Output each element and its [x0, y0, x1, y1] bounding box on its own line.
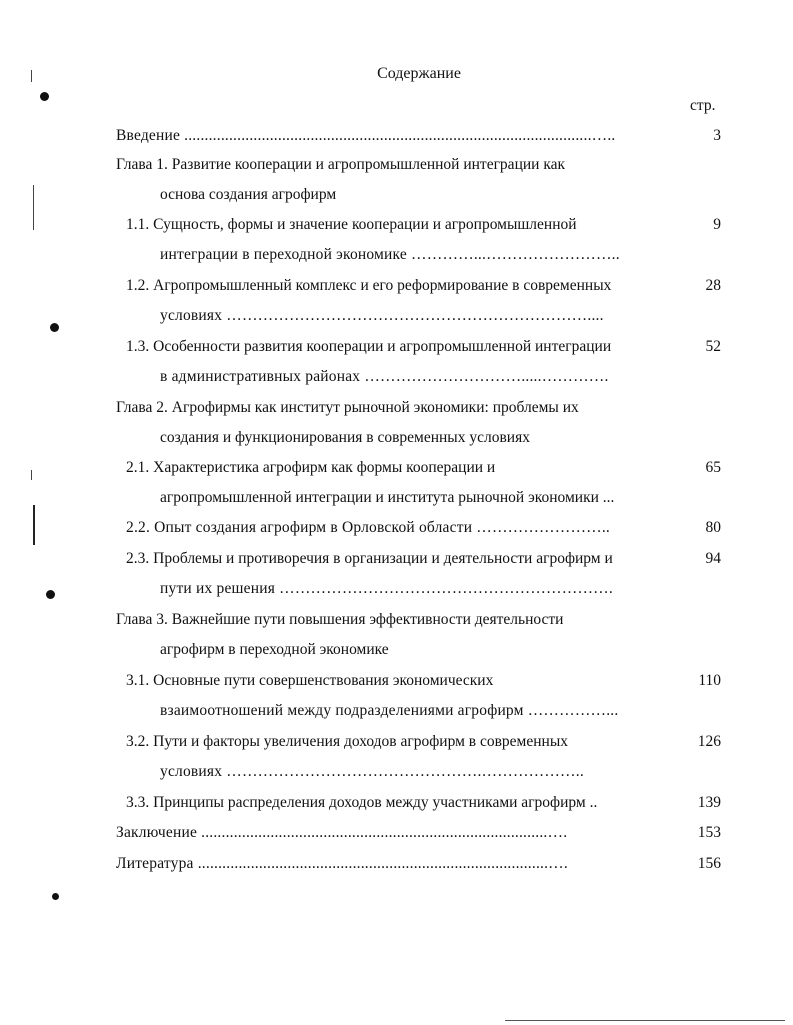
punch-hole-mark [52, 893, 59, 900]
toc-chapter-1-title-cont: основа создания агрофирм [160, 186, 337, 203]
toc-chapter-2-title-cont: создания и функционирования в современных условиях [160, 429, 530, 446]
page-title: Содержание [377, 65, 461, 82]
toc-section-3-1-cont: взаимоотношений между подразделениями агрофирм ……………... [160, 702, 619, 719]
toc-section-2-1-cont: агропромышленной интеграции и института рыночной экономики ... [160, 489, 615, 506]
toc-section-2-3-cont: пути их решения ………………………………………………………. [160, 580, 613, 597]
toc-section-1-1: 1.1. Сущность, формы и значение кооперации и агропромышленной [126, 216, 577, 233]
toc-page-number: 52 [705, 338, 721, 355]
toc-page-number: 94 [705, 550, 721, 567]
page-column-label: стр. [690, 97, 716, 114]
toc-page-number: 126 [697, 733, 721, 750]
margin-mark [33, 185, 34, 230]
toc-section-2-1: 2.1. Характеристика агрофирм как формы кооперации и [126, 459, 496, 476]
toc-entry-introduction: Введение ....................................................................................................….. [116, 127, 616, 144]
toc-page-number: 110 [698, 672, 721, 689]
toc-section-3-3: 3.3. Принципы распределения доходов между участниками агрофирм .. [126, 794, 598, 811]
toc-section-1-1-cont: интеграции в переходной экономике …………...…………………….. [160, 246, 620, 263]
toc-page-number: 156 [697, 855, 721, 872]
margin-mark [31, 70, 32, 82]
toc-section-1-2: 1.2. Агропромышленный комплекс и его реформирование в современных [126, 277, 612, 294]
toc-section-1-3: 1.3. Особенности развития кооперации и агропромышленной интеграции [126, 338, 612, 355]
toc-chapter-3-title: Глава 3. Важнейшие пути повышения эффективности деятельности [116, 611, 564, 628]
toc-page-number: 139 [697, 794, 721, 811]
margin-mark [31, 470, 32, 480]
punch-hole-mark [50, 323, 59, 332]
toc-page-number: 9 [713, 216, 721, 233]
toc-section-2-3: 2.3. Проблемы и противоречия в организации и деятельности агрофирм и [126, 550, 613, 567]
toc-page-number: 3 [713, 127, 721, 144]
toc-section-3-1: 3.1. Основные пути совершенствования экономических [126, 672, 494, 689]
toc-section-1-3-cont: в административных районах ………………………….....…………. [160, 368, 609, 385]
toc-chapter-1-title: Глава 1. Развитие кооперации и агропромышленной интеграции как [116, 156, 566, 173]
scan-edge-line [505, 1020, 785, 1021]
toc-chapter-2-title: Глава 2. Агрофирмы как институт рыночной экономики: проблемы их [116, 399, 579, 416]
toc-section-3-2: 3.2. Пути и факторы увеличения доходов агрофирм в современных [126, 733, 568, 750]
margin-mark [33, 505, 35, 545]
punch-hole-mark [40, 92, 49, 101]
toc-entry-literature: Литература ......................................................................................…. [116, 855, 568, 872]
toc-chapter-3-title-cont: агрофирм в переходной экономике [160, 641, 389, 658]
toc-section-3-2-cont: условиях ………………………………………….……………….. [160, 763, 584, 780]
toc-page-number: 65 [705, 459, 721, 476]
toc-page-number: 80 [705, 519, 721, 536]
toc-page-number: 28 [705, 277, 721, 294]
toc-section-2-2: 2.2. Опыт создания агрофирм в Орловской области …………………….. [126, 519, 611, 536]
toc-entry-conclusion: Заключение .....................................................................................…. [116, 824, 568, 841]
punch-hole-mark [46, 590, 55, 599]
toc-page-number: 153 [697, 824, 721, 841]
toc-section-1-2-cont: условиях …………………………………………………………….... [160, 307, 604, 324]
